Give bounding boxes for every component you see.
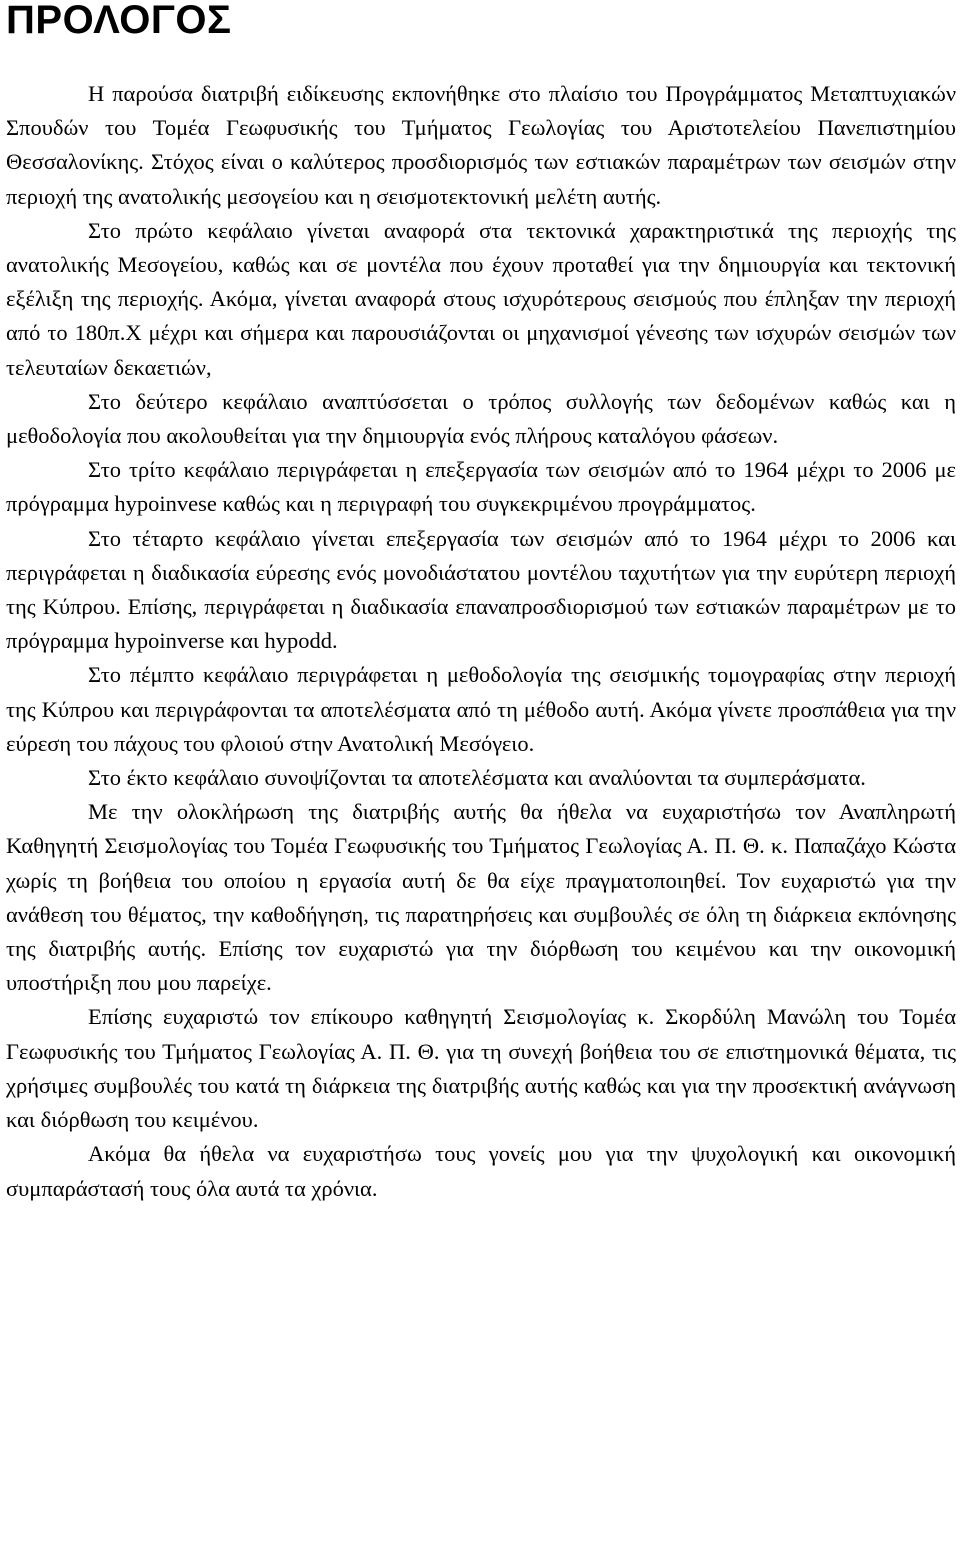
paragraph-acknowledgement-supervisor: Με την ολοκλήρωση της διατριβής αυτής θα ήθελα να ευχαριστήσω τον Αναπληρωτή Καθηγητή Σεισμολογίας του Τομέα Γεωφυσικής του Τμήματος Γεωλογίας Α. Π. Θ. κ. Παπαζάχο Κώστα χωρίς τη βοήθεια του οποίου η εργασία αυτή δε θα είχε πραγματοποιηθεί. Τον ευχαριστώ για την ανάθεση του θέματος, την καθοδήγηση, τις παρατηρήσεις και συμβουλές σε όλη τη διάρκεια εκπόνησης της διατριβής αυτής. Επίσης τον ευχαριστώ για την διόρθωση του κειμένου και την οικονομική υποστήριξη που μου παρείχε. (6, 799, 956, 996)
paragraph-chapter-2: Στο δεύτερο κεφάλαιο αναπτύσσεται ο τρόπος συλλογής των δεδομένων καθώς και η μεθοδολογία που ακολουθείται για την δημιουργία ενός πλήρους καταλόγου φάσεων. (6, 388, 956, 449)
paragraph-chapter-1: Στο πρώτο κεφάλαιο γίνεται αναφορά στα τεκτονικά χαρακτηριστικά της περιοχής της ανατολικής Μεσογείου, καθώς και σε μοντέλα που έχουν προταθεί για την δημιουργία και τεκτονική εξέλιξη της περιοχής. Ακόμα, γίνεται αναφορά στους ισχυρότερους σεισμούς που έπληξαν την περιοχή από το 180π.Χ μέχρι και σήμερα και παρουσιάζονται οι μηχανισμοί γένεσης των ισχυρών σεισμών των τελευταίων δεκαετιών, (6, 217, 956, 380)
paragraph-chapter-6: Στο έκτο κεφάλαιο συνοψίζονται τα αποτελέσματα και αναλύονται τα συμπεράσματα. (88, 765, 866, 791)
paragraph-chapter-4: Στο τέταρτο κεφάλαιο γίνεται επεξεργασία των σεισμών από το 1964 μέχρι το 2006 και περιγράφεται η διαδικασία εύρεσης ενός μονοδιάστατου μοντέλου ταχυτήτων για την ευρύτερη περιοχή της Κύπρου. Επίσης, περιγράφεται η διαδικασία επαναπροσδιορισμού των εστιακών παραμέτρων με το πρόγραμμα hypoinverse και hypodd. (6, 525, 956, 654)
paragraph-chapter-3: Στο τρίτο κεφάλαιο περιγράφεται η επεξεργασία των σεισμών από το 1964 μέχρι το 2006 με πρόγραμμα hypoinvese καθώς και η περιγραφή του συγκεκριμένου προγράμματος. (6, 457, 956, 517)
paragraph-acknowledgement-parents: Ακόμα θα ήθελα να ευχαριστήσω τους γονείς μου για την ψυχολογική και οικονομική συμπαράστασή τους όλα αυτά τα χρόνια. (6, 1141, 956, 1201)
paragraph-acknowledgement-assistant-professor: Επίσης ευχαριστώ τον επίκουρο καθηγητή Σεισμολογίας κ. Σκορδύλη Μανώλη του Τομέα Γεωφυσικής του Τμήματος Γεωλογίας Α. Π. Θ. για τη συνεχή βοήθεια του σε επιστημονικά θέματα, τις χρήσιμες συμβουλές του κατά τη διάρκεια της διατριβής αυτής καθώς και για την προσεκτική ανάγνωση και διόρθωση του κειμένου. (6, 1004, 956, 1133)
document-page (6, 0, 956, 1206)
paragraph-intro: Η παρούσα διατριβή ειδίκευσης εκπονήθηκε στο πλαίσιο του Προγράμματος Μεταπτυχιακών Σπουδών του Τομέα Γεωφυσικής του Τμήματος Γεωλογίας του Αριστοτελείου Πανεπιστημίου Θεσσαλονίκης. Στόχος είναι ο καλύτερος προσδιορισμός των εστιακών παραμέτρων των σεισμών στην περιοχή της ανατολικής μεσογείου και η σεισμοτεκτονική μελέτη αυτής. (6, 81, 956, 209)
page-title: ΠΡΟΛΟΓΟΣ (6, 0, 232, 42)
paragraph-chapter-5: Στο πέμπτο κεφάλαιο περιγράφεται η μεθοδολογία της σεισμικής τομογραφίας στην περιοχή της Κύπρου και περιγράφονται τα αποτελέσματα από τη μέθοδο αυτή. Ακόμα γίνετε προσπάθεια για την εύρεση του πάχους του φλοιού στην Ανατολική Μεσόγειο. (6, 662, 956, 756)
document-body (6, 77, 956, 1206)
